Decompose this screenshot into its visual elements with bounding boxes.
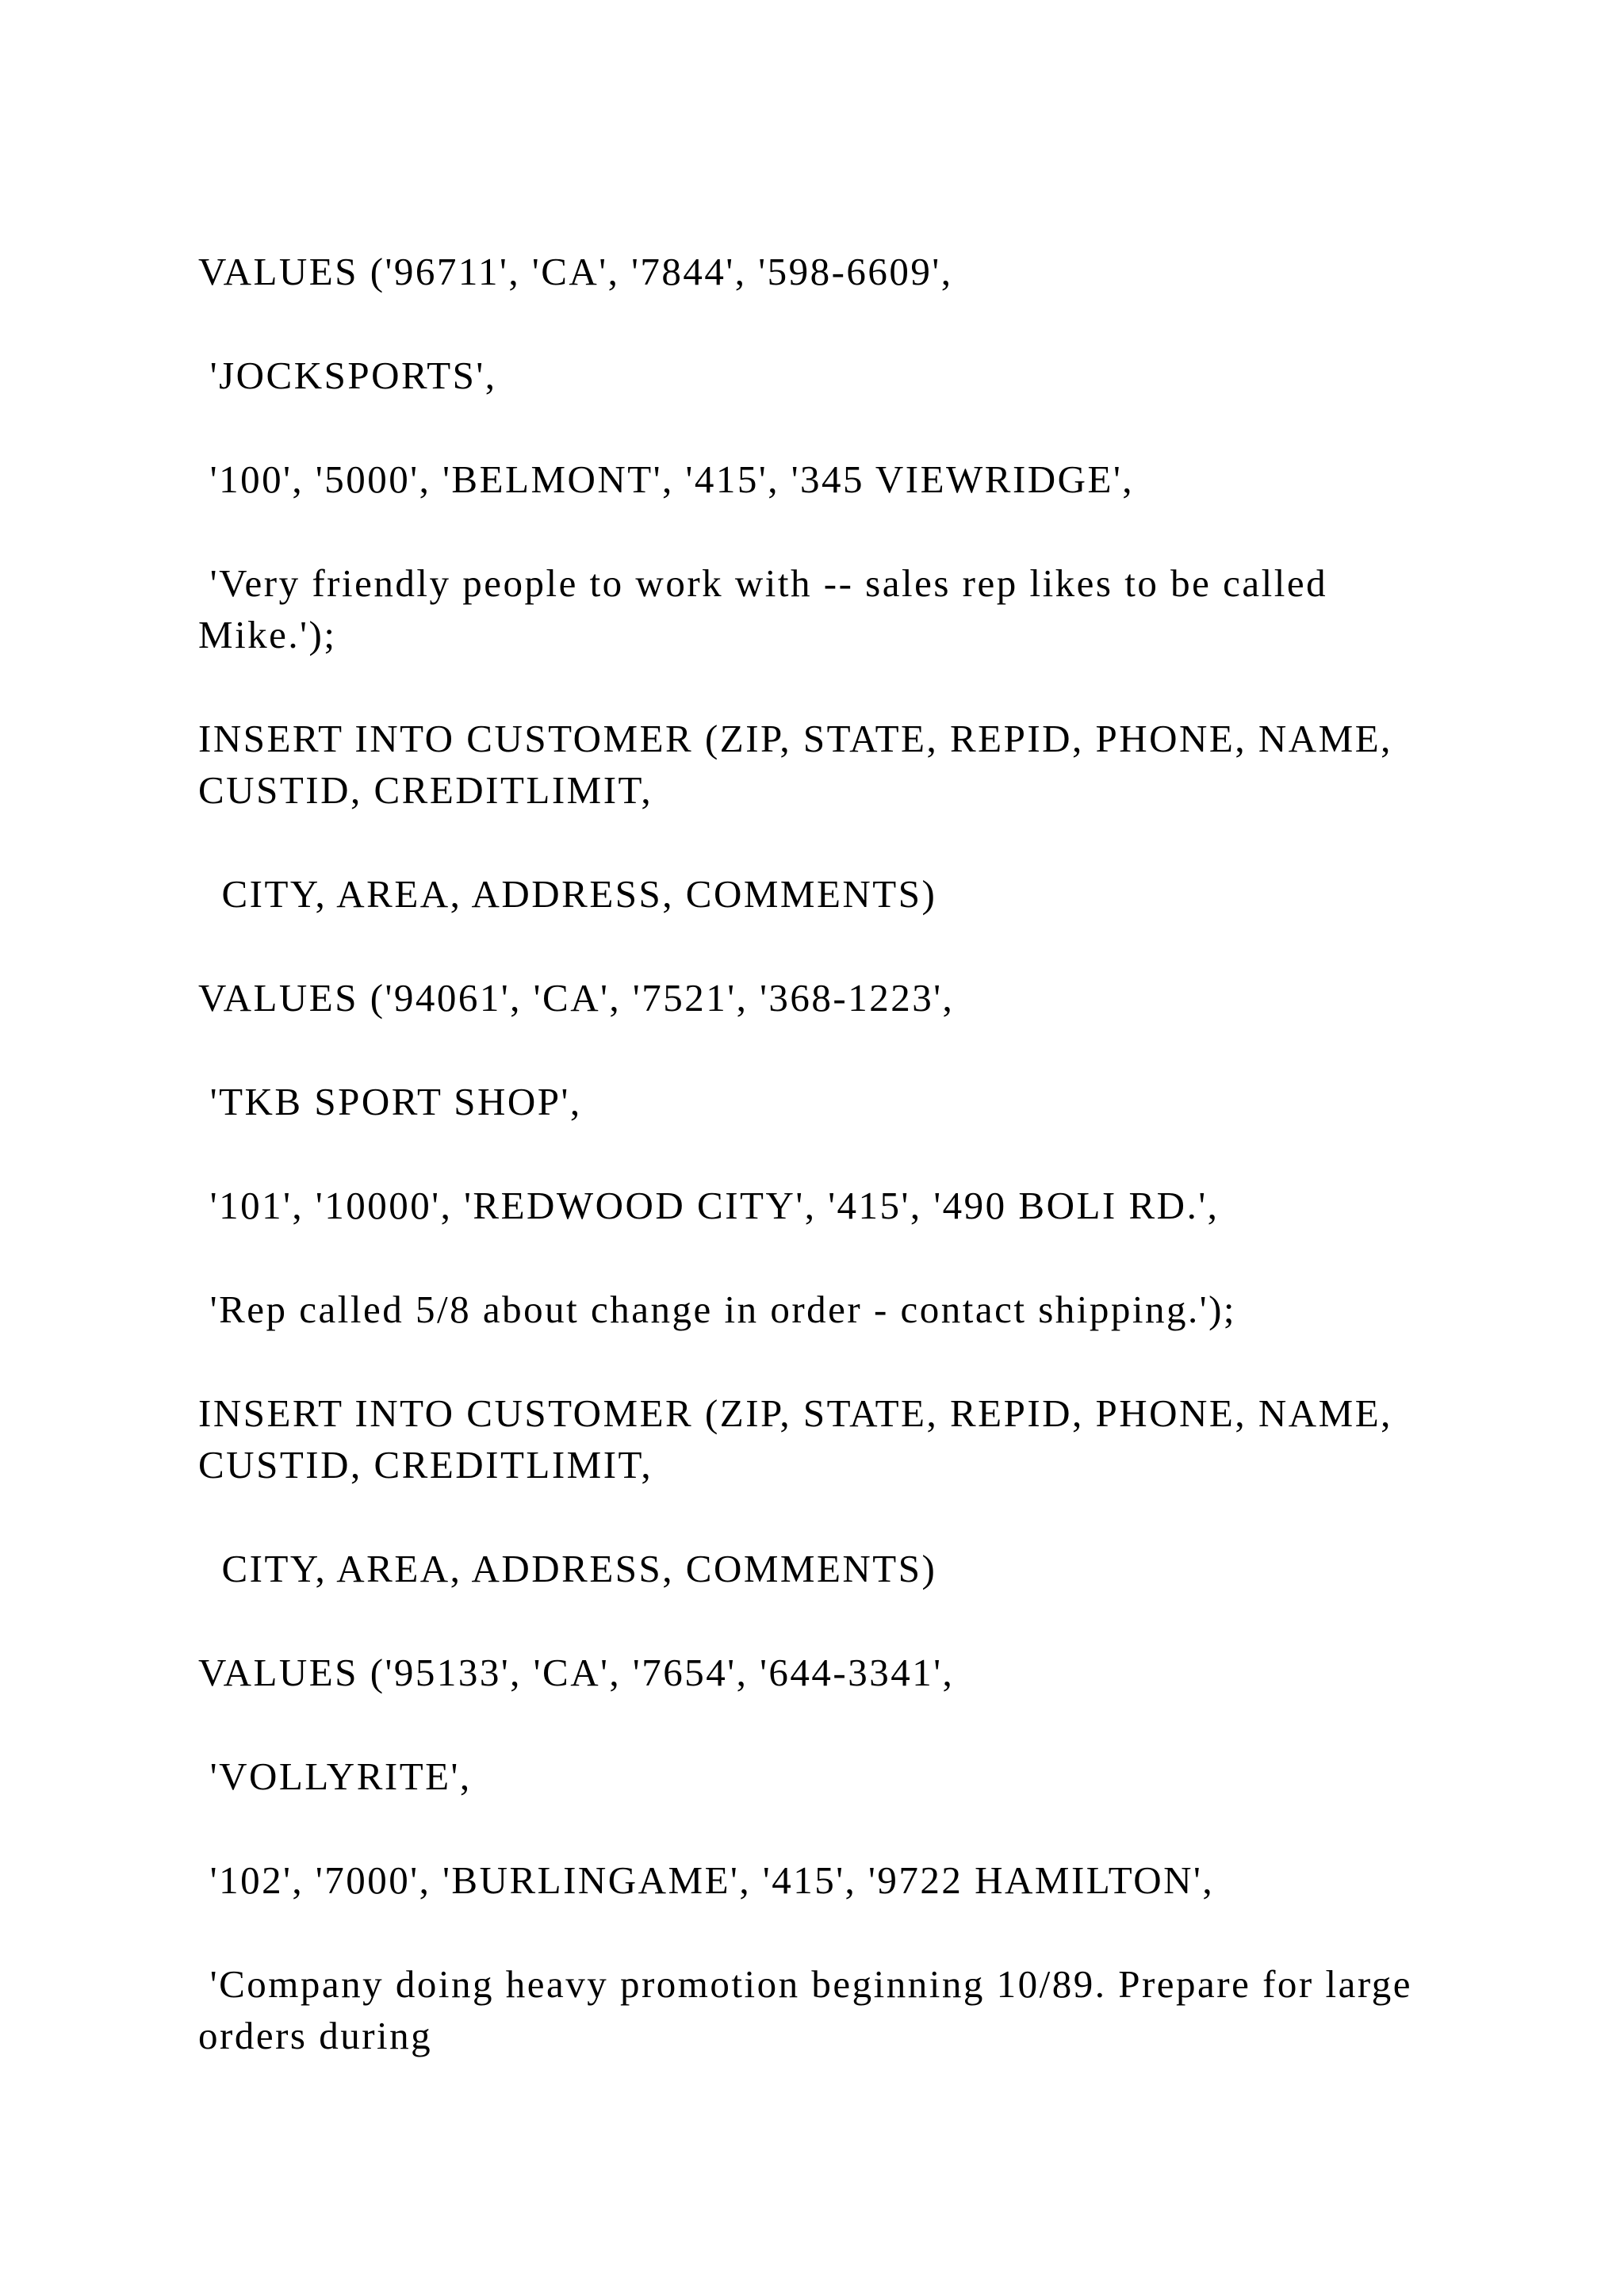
column-list-line: CITY, AREA, ADDRESS, COMMENTS)	[198, 1547, 937, 1590]
comment-line: 'Company doing heavy promotion beginning 10/89. Prepare for large orders during	[198, 1962, 1424, 2057]
customer-details-line: '102', '7000', 'BURLINGAME', '415', '9722 HAMILTON',	[198, 1858, 1215, 1902]
values-line: VALUES ('95133', 'CA', '7654', '644-3341',	[198, 1651, 955, 1694]
customer-name-line: 'TKB SPORT SHOP',	[198, 1080, 582, 1123]
customer-name-line: 'JOCKSPORTS',	[198, 354, 497, 397]
comment-line: 'Rep called 5/8 about change in order - contact shipping.');	[198, 1288, 1237, 1331]
customer-details-line: '100', '5000', 'BELMONT', '415', '345 VIEWRIDGE',	[198, 457, 1135, 501]
customer-name-line: 'VOLLYRITE',	[198, 1755, 472, 1798]
comment-line: 'Very friendly people to work with -- sales rep likes to be called Mike.');	[198, 561, 1339, 656]
insert-statement-line: INSERT INTO CUSTOMER (ZIP, STATE, REPID, PHONE, NAME, CUSTID, CREDITLIMIT,	[198, 717, 1404, 812]
customer-details-line: '101', '10000', 'REDWOOD CITY', '415', '490 BOLI RD.',	[198, 1184, 1220, 1227]
values-line: VALUES ('96711', 'CA', '7844', '598-6609',	[198, 250, 953, 293]
document-body	[198, 246, 1451, 2114]
column-list-line: CITY, AREA, ADDRESS, COMMENTS)	[198, 872, 937, 916]
insert-statement-line: INSERT INTO CUSTOMER (ZIP, STATE, REPID, PHONE, NAME, CUSTID, CREDITLIMIT,	[198, 1391, 1404, 1487]
values-line: VALUES ('94061', 'CA', '7521', '368-1223',	[198, 976, 955, 1020]
